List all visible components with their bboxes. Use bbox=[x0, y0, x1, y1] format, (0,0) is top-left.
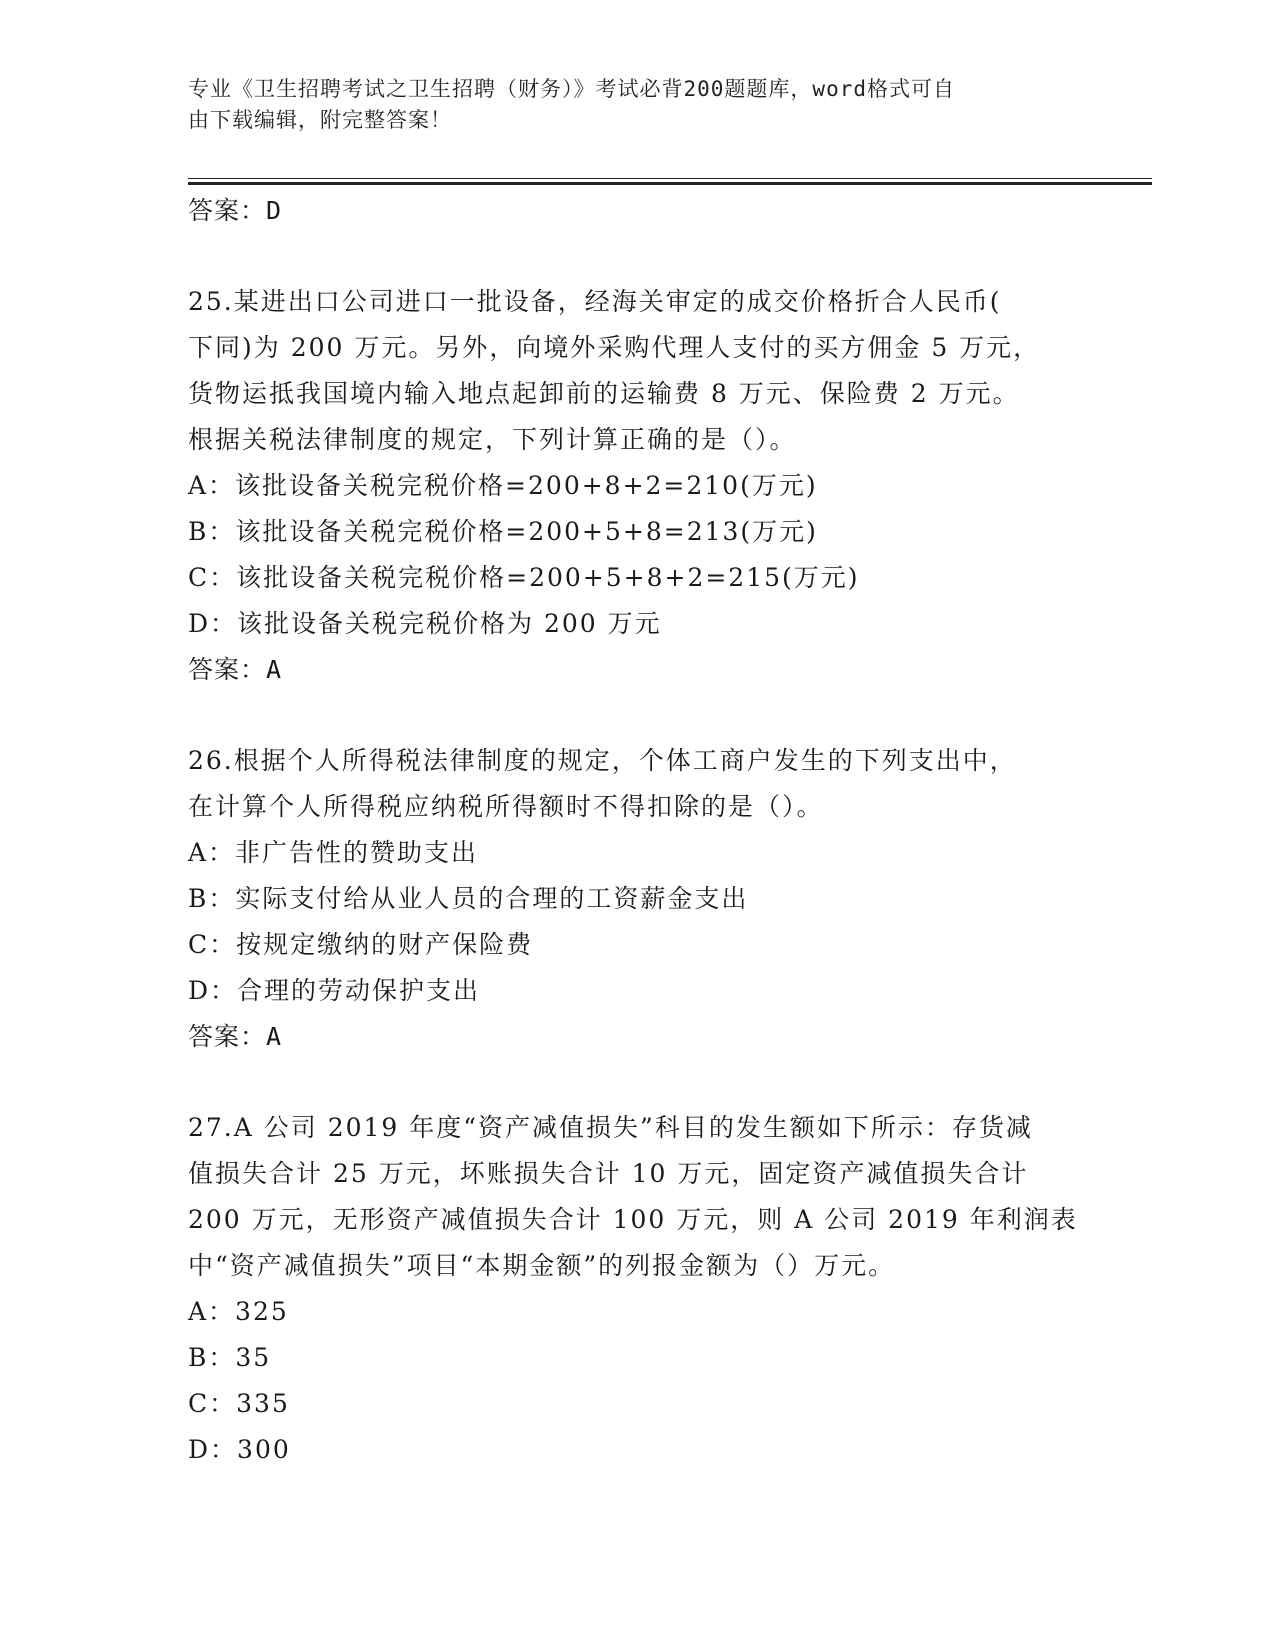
question-stem-line: 货物运抵我国境内输入地点起卸前的运输费 8 万元、保险费 2 万元。 bbox=[188, 379, 1020, 408]
answer-26: 答案：A bbox=[188, 1022, 283, 1051]
question-stem-line: 中“资产减值损失”项目“本期金额”的列报金额为（）万元。 bbox=[188, 1251, 896, 1280]
option-c: C：按规定缴纳的财产保险费 bbox=[188, 930, 534, 959]
option-b: B：实际支付给从业人员的合理的工资薪金支出 bbox=[188, 884, 749, 913]
answer-25: 答案：A bbox=[188, 655, 283, 684]
option-d: D：300 bbox=[188, 1435, 291, 1464]
question-stem-line: 200 万元，无形资产减值损失合计 100 万元，则 A 公司 2019 年利润表 bbox=[188, 1205, 1078, 1234]
question-stem-line: 27.A 公司 2019 年度“资产减值损失”科目的发生额如下所示：存货减 bbox=[188, 1113, 1033, 1142]
question-stem-line: 在计算个人所得税应纳税所得额时不得扣除的是（）。 bbox=[188, 792, 824, 821]
question-stem-line: 值损失合计 25 万元，坏账损失合计 10 万元，固定资产减值损失合计 bbox=[188, 1159, 1029, 1188]
option-d: D：该批设备关税完税价格为 200 万元 bbox=[188, 609, 662, 638]
question-stem-line: 26.根据个人所得税法律制度的规定，个体工商户发生的下列支出中， bbox=[188, 746, 1017, 775]
option-c: C：该批设备关税完税价格=200+5+8+2=215(万元) bbox=[188, 563, 860, 592]
question-26 bbox=[188, 738, 1088, 1060]
option-a: A：325 bbox=[188, 1297, 289, 1326]
question-stem-line: 根据关税法律制度的规定，下列计算正确的是（）。 bbox=[188, 425, 797, 454]
option-a: A：非广告性的赞助支出 bbox=[188, 838, 479, 867]
header-line-1: 专业《卫生招聘考试之卫生招聘（财务）》考试必背200题题库，word格式可自 bbox=[188, 77, 955, 101]
answer-previous: 答案：D bbox=[188, 196, 283, 225]
option-d: D：合理的劳动保护支出 bbox=[188, 976, 481, 1005]
option-b: B：35 bbox=[188, 1343, 272, 1372]
question-27 bbox=[188, 1105, 1088, 1473]
question-stem-line: 25.某进出口公司进口一批设备，经海关审定的成交价格折合人民币( bbox=[188, 287, 1002, 316]
question-25 bbox=[188, 279, 1088, 693]
question-stem-line: 下同)为 200 万元。另外，向境外采购代理人支付的买方佣金 5 万元， bbox=[188, 333, 1041, 362]
option-a: A：该批设备关税完税价格=200+8+2=210(万元) bbox=[188, 471, 818, 500]
document-header bbox=[188, 74, 1068, 136]
header-divider-thick bbox=[188, 182, 1152, 185]
option-b: B：该批设备关税完税价格=200+5+8=213(万元) bbox=[188, 517, 818, 546]
header-line-2: 由下载编辑，附完整答案！ bbox=[188, 108, 452, 132]
header-divider-thin bbox=[188, 178, 1152, 179]
option-c: C：335 bbox=[188, 1389, 290, 1418]
question-content bbox=[188, 188, 1088, 1473]
